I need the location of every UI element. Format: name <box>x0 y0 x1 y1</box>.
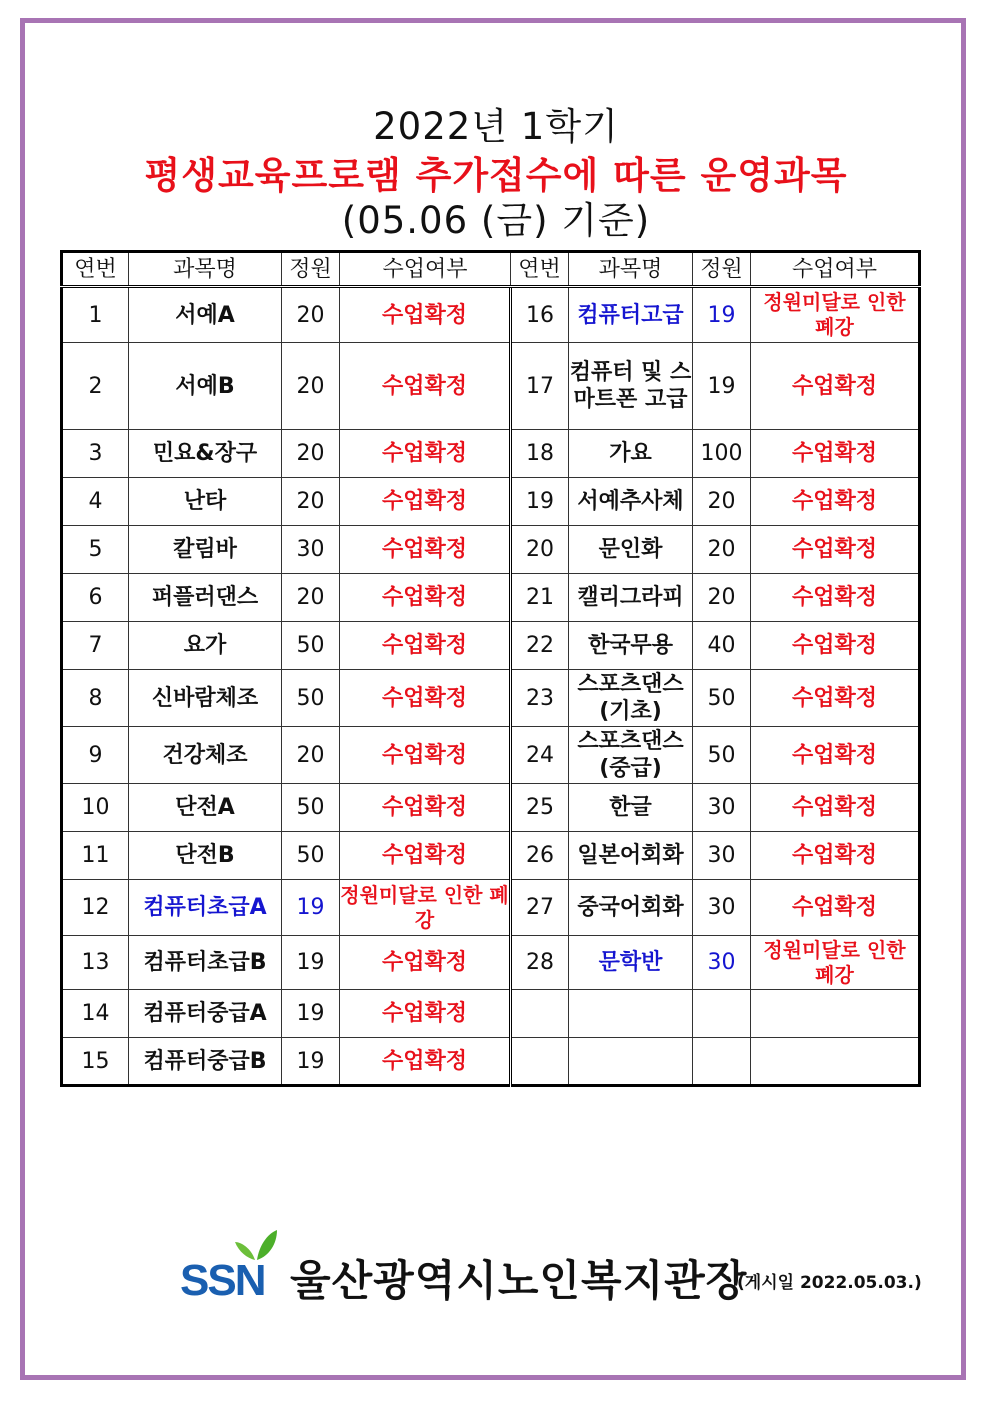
course-status: 수업확정 <box>340 832 511 880</box>
course-status: 정원미달로 인한 폐강 <box>751 936 920 990</box>
course-status <box>751 1038 920 1086</box>
course-status: 수업확정 <box>340 936 511 990</box>
course-name: 단전B <box>129 832 282 880</box>
course-name: 컴퓨터중급A <box>129 990 282 1038</box>
course-capacity: 50 <box>282 832 340 880</box>
course-capacity <box>693 990 751 1038</box>
course-number: 8 <box>62 670 129 727</box>
footer <box>180 1222 960 1305</box>
course-capacity: 50 <box>282 784 340 832</box>
course-number: 4 <box>62 478 129 526</box>
course-name: 스포츠댄스 (중급) <box>569 727 693 784</box>
course-name: 중국어회화 <box>569 880 693 936</box>
course-capacity: 20 <box>693 574 751 622</box>
course-number: 23 <box>511 670 569 727</box>
course-name: 컴퓨터고급 <box>569 287 693 343</box>
course-status: 수업확정 <box>340 670 511 727</box>
course-status: 수업확정 <box>751 832 920 880</box>
course-number: 14 <box>62 990 129 1038</box>
table-header-row <box>62 252 920 287</box>
col-header-capacity: 정원 <box>282 252 340 287</box>
course-number: 26 <box>511 832 569 880</box>
table-row <box>62 622 920 670</box>
course-status: 수업확정 <box>340 430 511 478</box>
course-name <box>569 1038 693 1086</box>
course-number: 20 <box>511 526 569 574</box>
course-capacity: 20 <box>282 574 340 622</box>
course-capacity: 19 <box>693 287 751 343</box>
col-header-status: 수업여부 <box>751 252 920 287</box>
course-capacity: 19 <box>282 936 340 990</box>
table-row <box>62 430 920 478</box>
course-capacity: 20 <box>282 287 340 343</box>
course-name: 컴퓨터초급A <box>129 880 282 936</box>
course-name: 컴퓨터초급B <box>129 936 282 990</box>
course-name: 단전A <box>129 784 282 832</box>
course-number <box>511 1038 569 1086</box>
course-capacity: 19 <box>282 1038 340 1086</box>
course-capacity: 50 <box>282 670 340 727</box>
course-number <box>511 990 569 1038</box>
course-status: 수업확정 <box>340 990 511 1038</box>
course-name: 난타 <box>129 478 282 526</box>
course-capacity: 20 <box>282 478 340 526</box>
course-number: 17 <box>511 343 569 430</box>
table-row <box>62 990 920 1038</box>
course-name: 요가 <box>129 622 282 670</box>
course-status: 수업확정 <box>340 343 511 430</box>
course-capacity: 40 <box>693 622 751 670</box>
table-row <box>62 832 920 880</box>
course-capacity: 20 <box>693 478 751 526</box>
col-header-no: 연번 <box>511 252 569 287</box>
course-status: 정원미달로 인한 폐강 <box>340 880 511 936</box>
course-number: 9 <box>62 727 129 784</box>
course-status: 수업확정 <box>751 478 920 526</box>
course-number: 22 <box>511 622 569 670</box>
course-name: 민요&장구 <box>129 430 282 478</box>
course-name: 칼림바 <box>129 526 282 574</box>
course-number: 25 <box>511 784 569 832</box>
col-header-no: 연번 <box>62 252 129 287</box>
course-capacity: 50 <box>693 727 751 784</box>
course-status: 수업확정 <box>751 670 920 727</box>
course-number: 1 <box>62 287 129 343</box>
course-number: 12 <box>62 880 129 936</box>
course-name <box>569 990 693 1038</box>
course-name: 퍼플러댄스 <box>129 574 282 622</box>
course-name: 건강체조 <box>129 727 282 784</box>
course-capacity: 30 <box>282 526 340 574</box>
table-row <box>62 343 920 430</box>
course-capacity: 20 <box>282 727 340 784</box>
course-status: 수업확정 <box>340 727 511 784</box>
course-name: 한글 <box>569 784 693 832</box>
col-header-capacity: 정원 <box>693 252 751 287</box>
course-name: 서예추사체 <box>569 478 693 526</box>
course-status: 수업확정 <box>340 1038 511 1086</box>
posted-date: (게시일 2022.05.03.) <box>737 1273 922 1293</box>
course-number: 13 <box>62 936 129 990</box>
course-status: 정원미달로 인한 폐강 <box>751 287 920 343</box>
course-status: 수업확정 <box>751 880 920 936</box>
course-number: 16 <box>511 287 569 343</box>
course-status: 수업확정 <box>340 287 511 343</box>
course-status: 수업확정 <box>751 784 920 832</box>
course-name: 서예A <box>129 287 282 343</box>
course-status: 수업확정 <box>751 343 920 430</box>
course-name: 문인화 <box>569 526 693 574</box>
course-number: 3 <box>62 430 129 478</box>
course-name: 컴퓨터 및 스마트폰 고급 <box>569 343 693 430</box>
course-status: 수업확정 <box>751 526 920 574</box>
course-capacity: 20 <box>282 343 340 430</box>
course-number: 24 <box>511 727 569 784</box>
course-capacity: 30 <box>693 936 751 990</box>
course-capacity <box>693 1038 751 1086</box>
col-header-status: 수업여부 <box>340 252 511 287</box>
course-number: 5 <box>62 526 129 574</box>
table-row <box>62 574 920 622</box>
course-number: 11 <box>62 832 129 880</box>
course-name: 캘리그라피 <box>569 574 693 622</box>
course-capacity: 19 <box>282 990 340 1038</box>
course-table <box>60 250 921 1087</box>
course-status: 수업확정 <box>340 574 511 622</box>
table-row <box>62 936 920 990</box>
table-row <box>62 526 920 574</box>
course-name: 신바람체조 <box>129 670 282 727</box>
title-date: (05.06 (금) 기준) <box>341 199 651 242</box>
course-status: 수업확정 <box>340 478 511 526</box>
course-name: 한국무용 <box>569 622 693 670</box>
table-row <box>62 784 920 832</box>
col-header-name: 과목명 <box>129 252 282 287</box>
course-number: 19 <box>511 478 569 526</box>
course-status: 수업확정 <box>340 526 511 574</box>
course-name: 일본어회화 <box>569 832 693 880</box>
course-status: 수업확정 <box>340 622 511 670</box>
course-capacity: 100 <box>693 430 751 478</box>
course-capacity: 30 <box>693 880 751 936</box>
course-status: 수업확정 <box>751 622 920 670</box>
course-status <box>751 990 920 1038</box>
course-status: 수업확정 <box>340 784 511 832</box>
course-name: 가요 <box>569 430 693 478</box>
course-capacity: 19 <box>282 880 340 936</box>
course-number: 28 <box>511 936 569 990</box>
course-name: 컴퓨터중급B <box>129 1038 282 1086</box>
table-row <box>62 727 920 784</box>
course-number: 2 <box>62 343 129 430</box>
ssn-logo: SSN <box>180 1256 265 1305</box>
course-number: 10 <box>62 784 129 832</box>
course-capacity: 30 <box>693 832 751 880</box>
course-number: 21 <box>511 574 569 622</box>
table-row <box>62 670 920 727</box>
course-capacity: 50 <box>693 670 751 727</box>
course-number: 27 <box>511 880 569 936</box>
course-status: 수업확정 <box>751 727 920 784</box>
course-name: 서예B <box>129 343 282 430</box>
course-name: 문학반 <box>569 936 693 990</box>
course-capacity: 20 <box>282 430 340 478</box>
table-row <box>62 880 920 936</box>
organization-name: 울산광역시노인복지관장 <box>290 1256 748 1305</box>
title-main: 평생교육프로램 추가접수에 따른 운영과목 <box>144 154 848 197</box>
course-capacity: 19 <box>693 343 751 430</box>
course-number: 18 <box>511 430 569 478</box>
table-row <box>62 478 920 526</box>
table-row <box>62 287 920 343</box>
course-status: 수업확정 <box>751 574 920 622</box>
table-row <box>62 1038 920 1086</box>
course-capacity: 30 <box>693 784 751 832</box>
course-capacity: 20 <box>693 526 751 574</box>
course-name: 스포츠댄스 (기초) <box>569 670 693 727</box>
course-number: 7 <box>62 622 129 670</box>
course-capacity: 50 <box>282 622 340 670</box>
course-number: 15 <box>62 1038 129 1086</box>
course-status: 수업확정 <box>751 430 920 478</box>
title-semester: 2022년 1학기 <box>373 105 619 148</box>
course-number: 6 <box>62 574 129 622</box>
col-header-name: 과목명 <box>569 252 693 287</box>
